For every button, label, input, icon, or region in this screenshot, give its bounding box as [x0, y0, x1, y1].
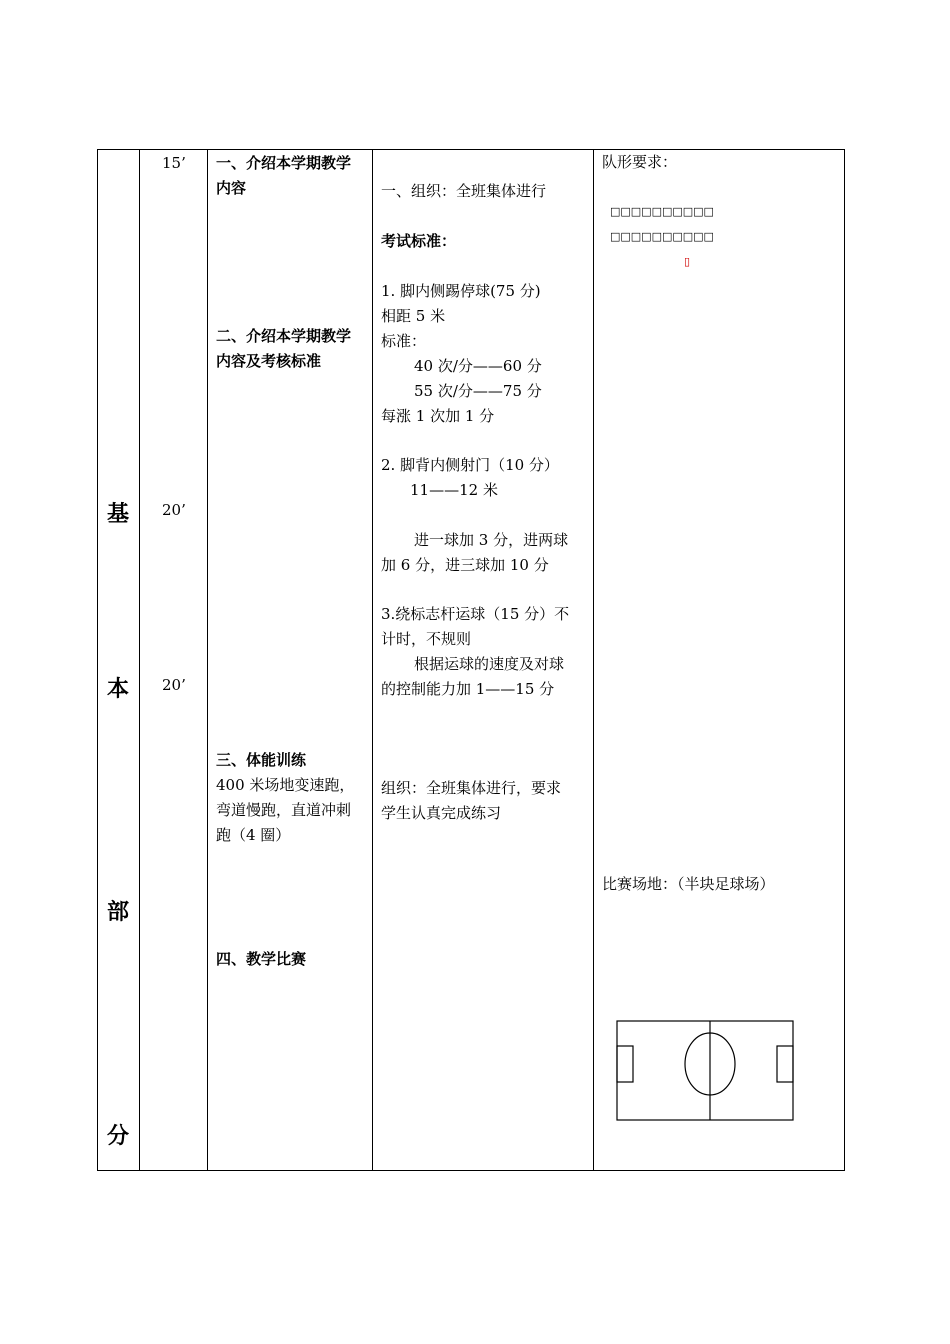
method-text: 2. 脚背内侧射门（10 分） [381, 456, 559, 474]
field-right-box [777, 1046, 793, 1082]
time-label: 20’ [162, 501, 186, 519]
soccer-field-diagram [616, 1020, 796, 1122]
field-boundary [617, 1021, 793, 1120]
section-char: 本 [107, 677, 130, 702]
student-row: □□□□□□□□□□ [610, 230, 714, 243]
content-text: 400 米场地变速跑， [216, 776, 355, 794]
content-heading: 四、教学比赛 [216, 950, 307, 968]
section-char: 分 [107, 1124, 130, 1149]
content-text: 弯道慢跑，直道冲刺 [216, 801, 352, 819]
method-text: 每涨 1 次加 1 分 [381, 407, 495, 425]
section-char: 基 [107, 502, 130, 527]
time-label: 20’ [162, 676, 186, 694]
formation-title: 队形要求： [602, 153, 678, 171]
method-text: 1. 脚内侧踢停球(75 分) [381, 282, 541, 300]
field-left-box [617, 1046, 633, 1082]
method-text: 3.绕标志杆运球（15 分）不 [381, 605, 570, 623]
content-heading: 内容 [216, 179, 247, 197]
method-text: 40 次/分——60 分 [414, 357, 542, 375]
method-text: 加 6 分，进三球加 10 分 [381, 556, 549, 574]
content-heading: 三、体能训练 [216, 751, 307, 769]
teacher-marker: ▯ [684, 255, 691, 268]
field-title: 比赛场地：（半块足球场） [602, 875, 775, 893]
method-text: 根据运球的速度及对球 [414, 655, 565, 673]
method-text: 标准： [381, 332, 427, 350]
method-text: 的控制能力加 1——15 分 [381, 680, 555, 698]
method-text: 组织：全班集体进行，要求 [381, 779, 562, 797]
time-label: 15’ [162, 154, 186, 172]
method-text: 计时，不规则 [381, 630, 472, 648]
student-row: □□□□□□□□□□ [610, 205, 714, 218]
method-text: 进一球加 3 分，进两球 [414, 531, 569, 549]
content-text: 跑（4 圈） [216, 826, 291, 844]
column-divider [139, 150, 140, 1170]
method-text: 学生认真完成练习 [381, 804, 502, 822]
method-text: 11——12 米 [410, 481, 498, 499]
section-char: 部 [107, 900, 130, 925]
method-heading: 考试标准： [381, 232, 457, 250]
content-heading: 一、介绍本学期教学 [216, 154, 352, 172]
method-text: 55 次/分——75 分 [414, 382, 542, 400]
content-heading: 二、介绍本学期教学 [216, 327, 352, 345]
column-divider [593, 150, 594, 1170]
content-heading: 内容及考核标准 [216, 352, 322, 370]
column-divider [372, 150, 373, 1170]
method-text: 相距 5 米 [381, 307, 446, 325]
method-text: 一、组织：全班集体进行 [381, 182, 547, 200]
column-divider [207, 150, 208, 1170]
